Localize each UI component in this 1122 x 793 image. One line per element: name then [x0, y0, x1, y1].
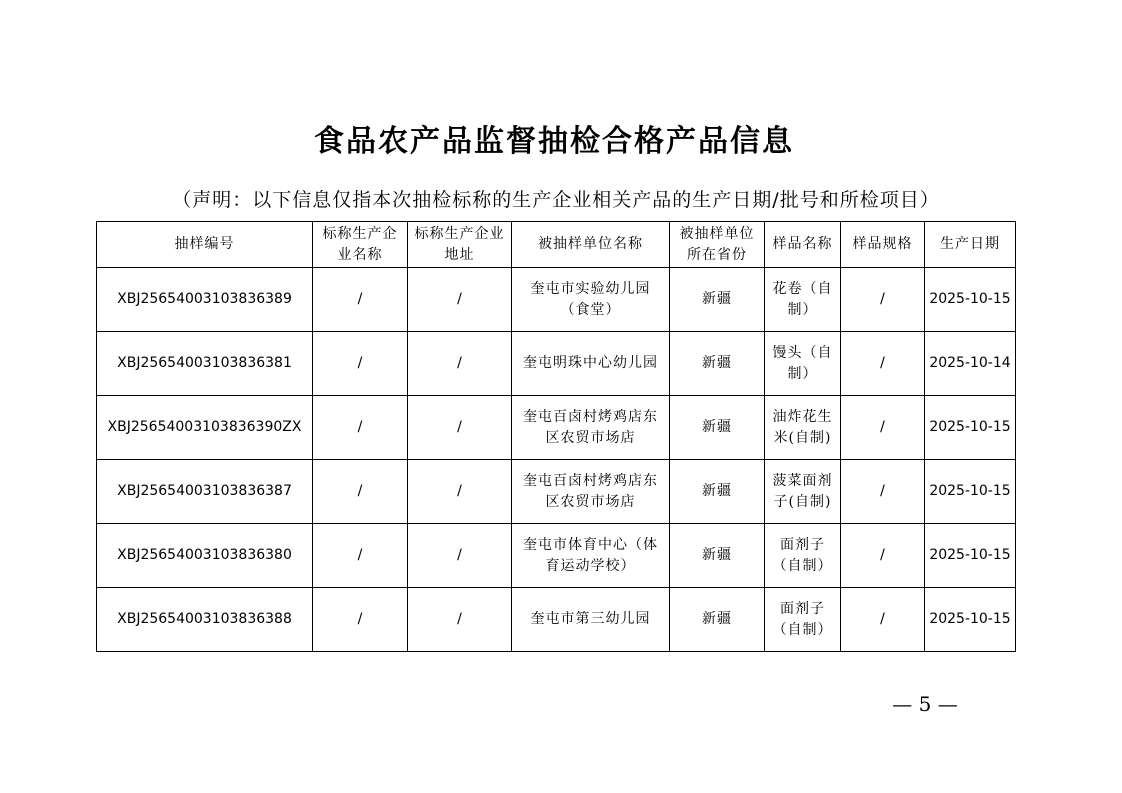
cell-sample-name: 花卷（自制）	[765, 268, 841, 332]
cell-production-date: 2025-10-15	[925, 396, 1016, 460]
header-manufacturer-name: 标称生产企业名称	[313, 222, 408, 268]
cell-manufacturer-address: /	[408, 524, 512, 588]
header-sample-spec: 样品规格	[841, 222, 925, 268]
cell-sampled-unit-name: 奎屯市体育中心（体育运动学校）	[512, 524, 670, 588]
page-number: — 5 —	[892, 692, 958, 716]
cell-province: 新疆	[670, 588, 765, 652]
cell-production-date: 2025-10-14	[925, 332, 1016, 396]
cell-sample-name: 面剂子（自制）	[765, 588, 841, 652]
header-sample-code: 抽样编号	[97, 222, 313, 268]
cell-sample-name: 面剂子（自制）	[765, 524, 841, 588]
cell-province: 新疆	[670, 268, 765, 332]
cell-sampled-unit-name: 奎屯明珠中心幼儿园	[512, 332, 670, 396]
cell-sample-spec: /	[841, 332, 925, 396]
cell-manufacturer-name: /	[313, 524, 408, 588]
cell-sample-code: XBJ25654003103836387	[97, 460, 313, 524]
cell-sample-code: XBJ25654003103836388	[97, 588, 313, 652]
table-row	[97, 332, 1016, 396]
table-row	[97, 268, 1016, 332]
cell-manufacturer-address: /	[408, 268, 512, 332]
cell-sample-spec: /	[841, 524, 925, 588]
table-row	[97, 524, 1016, 588]
cell-sample-code: XBJ25654003103836381	[97, 332, 313, 396]
cell-province: 新疆	[670, 524, 765, 588]
document-title: 食品农产品监督抽检合格产品信息	[314, 124, 794, 159]
table-row	[97, 396, 1016, 460]
cell-sampled-unit-name: 奎屯市实验幼儿园（食堂）	[512, 268, 670, 332]
cell-province: 新疆	[670, 460, 765, 524]
cell-manufacturer-name: /	[313, 588, 408, 652]
cell-manufacturer-name: /	[313, 460, 408, 524]
cell-manufacturer-address: /	[408, 460, 512, 524]
cell-sample-code: XBJ25654003103836390ZX	[97, 396, 313, 460]
cell-manufacturer-address: /	[408, 396, 512, 460]
cell-manufacturer-name: /	[313, 332, 408, 396]
cell-sampled-unit-name: 奎屯百卤村烤鸡店东区农贸市场店	[512, 396, 670, 460]
cell-sample-code: XBJ25654003103836380	[97, 524, 313, 588]
cell-sample-code: XBJ25654003103836389	[97, 268, 313, 332]
cell-sample-name: 馒头（自制）	[765, 332, 841, 396]
cell-production-date: 2025-10-15	[925, 268, 1016, 332]
cell-sampled-unit-name: 奎屯百卤村烤鸡店东区农贸市场店	[512, 460, 670, 524]
cell-production-date: 2025-10-15	[925, 524, 1016, 588]
cell-manufacturer-address: /	[408, 332, 512, 396]
cell-sample-spec: /	[841, 268, 925, 332]
header-production-date: 生产日期	[925, 222, 1016, 268]
header-manufacturer-address: 标称生产企业地址	[408, 222, 512, 268]
cell-production-date: 2025-10-15	[925, 588, 1016, 652]
header-sampled-unit-province: 被抽样单位所在省份	[670, 222, 765, 268]
cell-manufacturer-address: /	[408, 588, 512, 652]
document-statement: （声明：以下信息仅指本次抽检标称的生产企业相关产品的生产日期/批号和所检项目）	[172, 189, 940, 211]
cell-manufacturer-name: /	[313, 396, 408, 460]
header-sampled-unit-name: 被抽样单位名称	[512, 222, 670, 268]
cell-sampled-unit-name: 奎屯市第三幼儿园	[512, 588, 670, 652]
cell-sample-name: 油炸花生米(自制)	[765, 396, 841, 460]
cell-sample-name: 菠菜面剂子(自制)	[765, 460, 841, 524]
table-row	[97, 460, 1016, 524]
header-sample-name: 样品名称	[765, 222, 841, 268]
cell-sample-spec: /	[841, 396, 925, 460]
cell-sample-spec: /	[841, 460, 925, 524]
table-row	[97, 588, 1016, 652]
cell-province: 新疆	[670, 396, 765, 460]
qualified-products-table	[96, 221, 1016, 652]
table-header-row	[97, 222, 1016, 268]
cell-manufacturer-name: /	[313, 268, 408, 332]
cell-province: 新疆	[670, 332, 765, 396]
cell-production-date: 2025-10-15	[925, 460, 1016, 524]
cell-sample-spec: /	[841, 588, 925, 652]
